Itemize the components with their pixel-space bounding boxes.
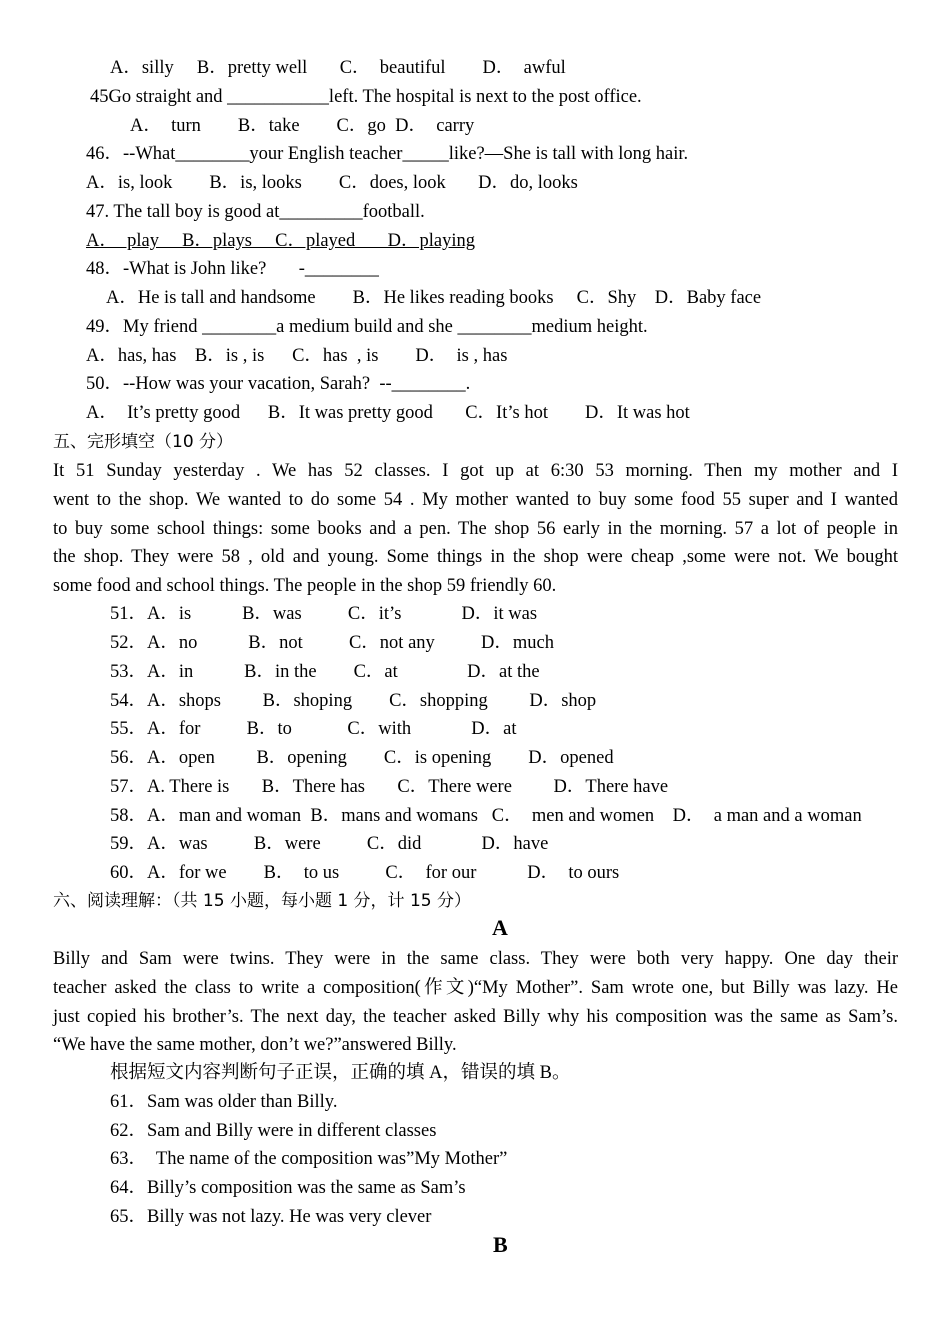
judge-question: 64．Billy’s composition was the same as Sam’s xyxy=(110,1178,466,1198)
cloze-passage xyxy=(53,457,898,601)
q46-options: A．is, look B．is, looks C．does, look D．do, looks xyxy=(86,173,578,193)
passage-a-line: just copied his brother’s. The next day, the teacher asked Billy why his composition was the same as Sam’s. xyxy=(53,1006,898,1027)
cloze-line: the shop. They were 58 , old and young. Some things in the shop were cheap ,some were not. We bought xyxy=(53,547,898,568)
passage-a-line: Billy and Sam were twins. They were in the same class. They were both very happy. One day their xyxy=(53,949,898,969)
cloze-question: 51．A．is B．was C．it’s D．it was xyxy=(110,604,538,624)
cloze-line: It 51 Sunday yesterday . We has 52 classes. I got up at 6:30 53 morning. Then my mother and I xyxy=(53,461,898,481)
passage-b-heading: B xyxy=(493,1232,508,1257)
cloze-question: 55．A．for B．to C．with D．at xyxy=(110,719,517,739)
passage-a xyxy=(53,945,898,1060)
cloze-question: 60．A．for we B． to us C． for our D． to ours xyxy=(110,863,620,883)
passage-a-line: “We have the same mother, don’t we?”answered Billy. xyxy=(53,1035,457,1056)
cloze-line: to buy some school things: some books and a pen. The shop 56 early in the morning. 57 a lot of people in xyxy=(53,518,898,539)
q47-stem: 47. The tall boy is good at_________football. xyxy=(86,202,425,222)
passage-a-line: teacher asked the class to write a composition(作文)“My Mother”. Sam wrote one, but Billy was lazy. He xyxy=(53,977,898,998)
q50-options: A． It’s pretty good B．It was pretty good C．It’s hot D．It was hot xyxy=(86,403,690,423)
judge-instruction: 根据短文内容判断句子正误，正确的填 A，错误的填 B。 xyxy=(110,1063,571,1083)
q49-options: A．has, has B．is , is C．has , is D． is , has xyxy=(86,346,508,366)
q48-stem: 48．-What is John like? -________ xyxy=(86,259,379,279)
q46-stem: 46．--What________your English teacher_____like?—She is tall with long hair. xyxy=(86,144,689,164)
cloze-question: 56．A．open B．opening C．is opening D．opened xyxy=(110,748,614,768)
section6-title: 六、阅读理解：（共 15 小题，每小题 1 分，计 15 分） xyxy=(53,891,472,911)
q45-options: A． turn B．take C．go D． carry xyxy=(130,116,475,136)
judge-question: 61．Sam was older than Billy. xyxy=(110,1092,338,1112)
q45-stem: 45Go straight and ___________left. The hospital is next to the post office. xyxy=(90,87,642,107)
cloze-line: some food and school things. The people in the shop 59 friendly 60. xyxy=(53,576,557,597)
judge-question: 62．Sam and Billy were in different classes xyxy=(110,1121,437,1141)
q44-options: A．silly B．pretty well C． beautiful D． awful xyxy=(110,58,566,78)
cloze-question: 59．A．was B．were C．did D．have xyxy=(110,834,549,854)
cloze-question: 52．A．no B．not C．not any D．much xyxy=(110,633,554,653)
cloze-question: 54．A．shops B．shoping C．shopping D．shop xyxy=(110,691,597,711)
cloze-question: 57．A. There is B．There has C．There were D．There have xyxy=(110,777,669,797)
cloze-question: 53．A．in B．in the C．at D．at the xyxy=(110,662,540,682)
cloze-question: 58．A．man and woman B．mans and womans C． men and women D． a man and a woman xyxy=(110,806,862,826)
cloze-line: went to the shop. We wanted to do some 54 . My mother wanted to buy some food 55 super and I wanted xyxy=(53,489,898,510)
section5-title: 五、完形填空（10 分） xyxy=(53,432,234,452)
q49-stem: 49．My friend ________a medium build and she ________medium height. xyxy=(86,317,648,337)
judge-question: 65．Billy was not lazy. He was very clever xyxy=(110,1207,432,1227)
q50-stem: 50．--How was your vacation, Sarah? --________. xyxy=(86,374,471,394)
judge-question: 63． The name of the composition was”My Mother” xyxy=(110,1149,508,1169)
q47-options: A． play B．plays C．played D．playing xyxy=(86,231,475,251)
q48-options: A．He is tall and handsome B．He likes reading books C．Shy D．Baby face xyxy=(106,288,762,308)
passage-a-heading: A xyxy=(492,915,508,940)
